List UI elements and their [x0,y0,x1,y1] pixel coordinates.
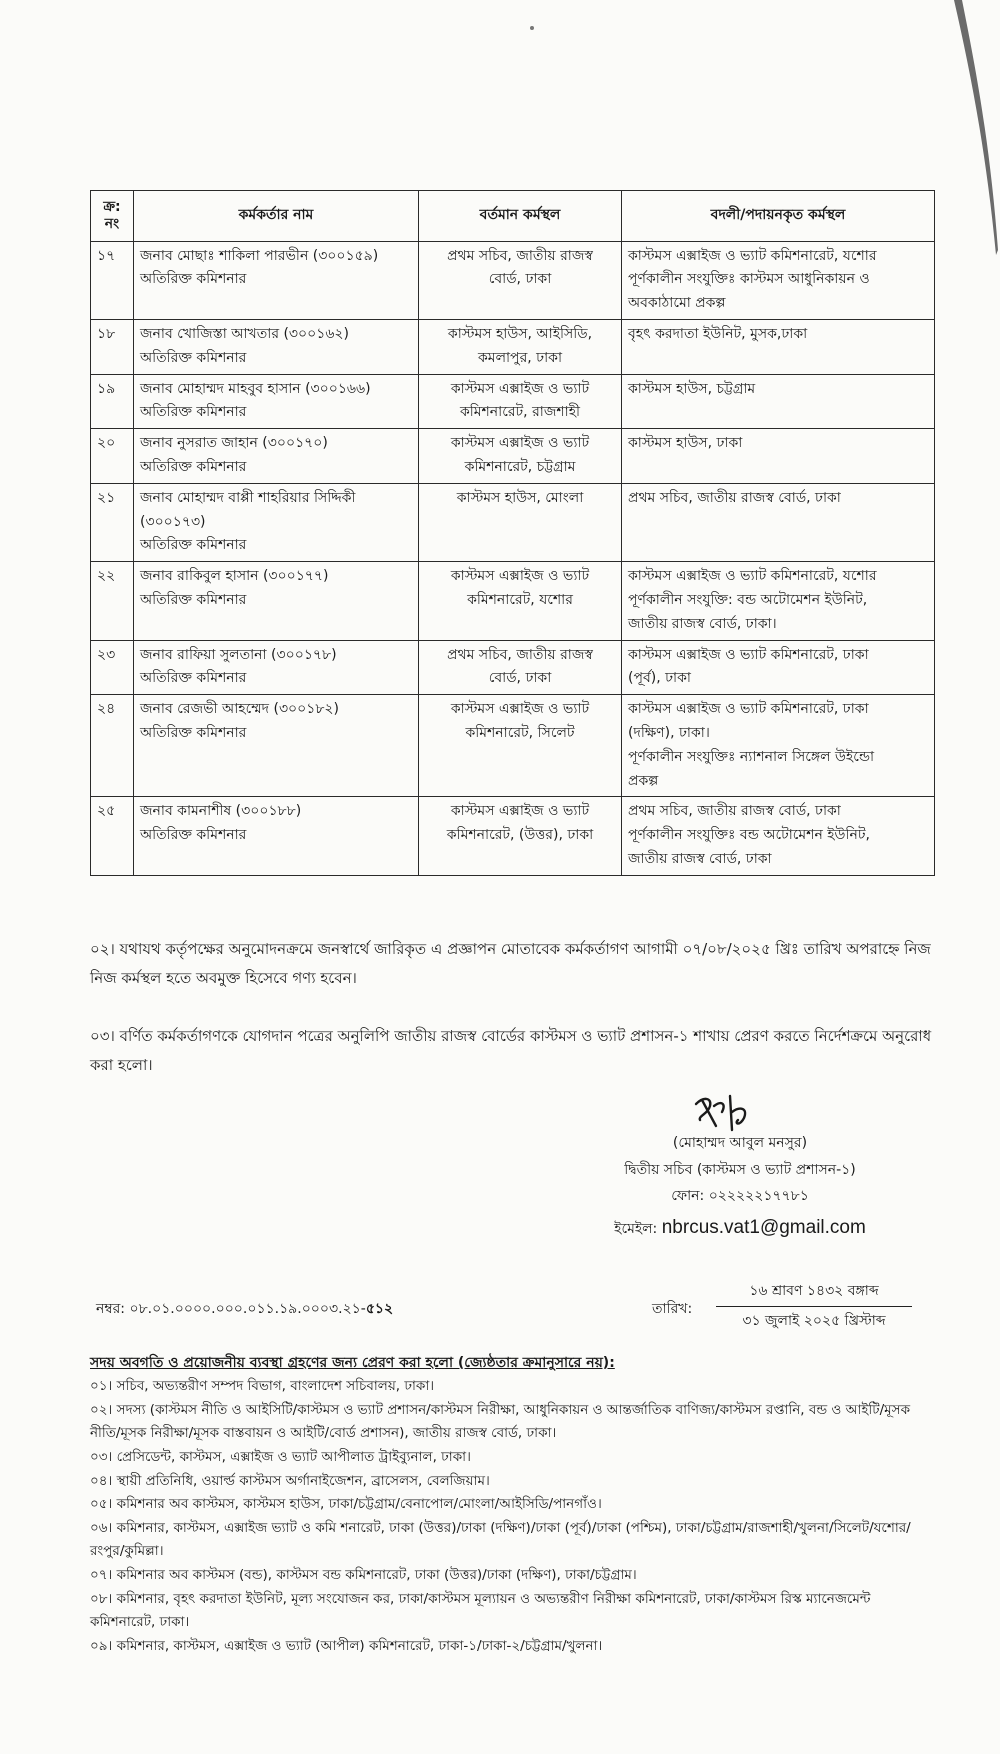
distribution-item: ০১। সচিব, অভ্যন্তরীণ সম্পদ বিভাগ, বাংলাদেশ সচিবালয়, ঢাকা। [90,1378,435,1394]
table-row [91,241,935,319]
distribution-item: ০৮। কমিশনার, বৃহৎ করদাতা ইউনিট, মূল্য সংযোজন কর, ঢাকা/কাস্টমস মূল্যায়ন ও অভ্যন্তরীণ নিরীক্ষা কমিশনারেট, ঢাকা/কাস্টমস রিস্ক ম্যানেজমেন্ট কমিশনারেট, ঢাকা। [90,1590,871,1631]
cell-new-station: কাস্টমস এক্সাইজ ও ভ্যাট কমিশনারেট, ঢাকা (পূর্ব), ঢাকা [622,640,935,695]
distribution-list [90,1375,938,1659]
distribution-item: ০৫। কমিশনার অব কাস্টমস, কাস্টমস হাউস, ঢাকা/চট্টগ্রাম/বেনাপোল/মোংলা/আইসিডি/পানগাঁও। [90,1496,602,1513]
distribution-item: ০৪। স্থায়ী প্রতিনিধি, ওয়ার্ল্ড কাস্টমস অর্গানাইজেশন, ব্রাসেলস, বেলজিয়াম। [90,1472,490,1489]
signatory-name: (মোহাম্মদ আবুল মনসুর) [672,1135,808,1151]
date-gregorian: ৩১ জুলাই ২০২৫ খ্রিস্টাব্দ [742,1313,886,1330]
scan-speck [530,26,534,30]
cell-current-station: কাস্টমস এক্সাইজ ও ভ্যাট কমিশনারেট, যশোর [419,562,622,640]
distribution-heading: সদয় অবগতি ও প্রয়োজনীয় ব্যবস্থা গ্রহণের জন্য প্রেরণ করা হলো (জ্যেষ্ঠতার ক্রমানুসারে নয়): [90,1355,615,1371]
cell-serial: ২০ [91,429,134,484]
table-row [91,319,935,374]
paragraph-03: ০৩। বর্ণিত কর্মকর্তাগণকে যোগদান পত্রের অনুলিপি জাতীয় রাজস্ব বোর্ডের কাস্টমস ও ভ্যাট প্রশাসন-১ শাখায় প্রেরণ করতে নির্দেশক্রমে অনুরোধ করা হলো। [90,1027,932,1075]
cell-current-station: কাস্টমস হাউস, মোংলা [419,483,622,561]
cell-new-station: কাস্টমস হাউস, ঢাকা [622,429,935,484]
cell-officer-name: জনাব নুসরাত জাহান (৩০০১৭০) অতিরিক্ত কমিশনার [134,429,419,484]
header-new-station: বদলী/পদায়নকৃত কর্মস্থল [622,191,935,242]
cell-serial: ২৪ [91,695,134,797]
date-bangla: ১৬ শ্রাবণ ১৪৩২ বঙ্গাব্দ [716,1279,912,1307]
page-edge-shadow [952,0,1000,260]
cell-new-station: প্রথম সচিব, জাতীয় রাজস্ব বোর্ড, ঢাকা [622,483,935,561]
header-officer-name: কর্মকর্তার নাম [134,191,419,242]
header-serial: ক্র: নং [91,191,134,242]
cell-new-station: বৃহৎ করদাতা ইউনিট, মুসক,ঢাকা [622,319,935,374]
cell-current-station: প্রথম সচিব, জাতীয় রাজস্ব বোর্ড, ঢাকা [419,241,622,319]
header-current-station: বর্তমান কর্মস্থল [419,191,622,242]
cell-new-station: কাস্টমস হাউস, চট্টগ্রাম [622,374,935,429]
distribution-item: ০৬। কমিশনার, কাস্টমস, এক্সাইজ ভ্যাট ও কমি শনারেট, ঢাকা (উত্তর)/ঢাকা (দক্ষিণ)/ঢাকা (পূর্ব)/ঢাকা (পশ্চিম), ঢাকা/চট্টগ্রাম/রাজশাহী/খুলনা/সিলেট/যশোর/রংপুর/কুমিল্লা। [90,1519,911,1560]
signatory-phone: ফোন: ০২২২২২১৭৭৮১ [671,1188,809,1205]
signatory-block [580,1130,900,1246]
cell-serial: ২২ [91,562,134,640]
table-row [91,640,935,695]
cell-new-station: প্রথম সচিব, জাতীয় রাজস্ব বোর্ড, ঢাকা পূর্ণকালীন সংযুক্তিঃ বন্ড অটোমেশন ইউনিট, জাতীয় রাজস্ব বোর্ড, ঢাকা [622,797,935,875]
cell-serial: ১৭ [91,241,134,319]
cell-officer-name: জনাব কামনাশীষ (৩০০১৮৮) অতিরিক্ত কমিশনার [134,797,419,875]
cell-serial: ২৫ [91,797,134,875]
memo-number: নম্বর: ০৮.০১.০০০০.০০০.০১১.১৯.০০০৩.২১-৫১২ [96,1301,394,1317]
cell-officer-name: জনাব খোজিস্তা আখতার (৩০০১৬২) অতিরিক্ত কমিশনার [134,319,419,374]
table-row [91,695,935,797]
cell-officer-name: জনাব মোছাঃ শাকিলা পারভীন (৩০০১৫৯) অতিরিক্ত কমিশনার [134,241,419,319]
table-header-row [91,191,935,242]
cell-officer-name: জনাব রেজভী আহম্মেদ (৩০০১৮২) অতিরিক্ত কমিশনার [134,695,419,797]
distribution-item: ০২। সদস্য (কাস্টমস নীতি ও আইসিটি/কাস্টমস ও ভ্যাট প্রশাসন/কাস্টমস নিরীক্ষা, আধুনিকায়ন ও আন্তর্জাতিক বাণিজ্য/কাস্টমস রপ্তানি, বন্ড ও আইটি/মূসক নীতি/মূসক নিরীক্ষা/মূসক বাস্তবায়ন ও আইটি/বোর্ড প্রশাসন), জাতীয় রাজস্ব বোর্ড, ঢাকা। [90,1401,911,1442]
email-label: ইমেইল: [614,1220,658,1237]
email-address: nbrcus.vat1@gmail.com [661,1216,866,1238]
cell-serial: ১৯ [91,374,134,429]
cell-current-station: কাস্টমস এক্সাইজ ও ভ্যাট কমিশনারেট, সিলেট [419,695,622,797]
cell-new-station: কাস্টমস এক্সাইজ ও ভ্যাট কমিশনারেট, যশোর পূর্ণকালীন সংযুক্তিঃ কাস্টমস আধুনিকায়ন ও অবকাঠামো প্রকল্প [622,241,935,319]
date-label: তারিখ: [652,1301,693,1317]
cell-officer-name: জনাব রাফিয়া সুলতানা (৩০০১৭৮) অতিরিক্ত কমিশনার [134,640,419,695]
cell-officer-name: জনাব রাকিবুল হাসান (৩০০১৭৭) অতিরিক্ত কমিশনার [134,562,419,640]
cell-current-station: কাস্টমস হাউস, আইসিডি, কমলাপুর, ঢাকা [419,319,622,374]
paragraph-02: ০২। যথাযথ কর্তৃপক্ষের অনুমোদনক্রমে জনস্বার্থে জারিকৃত এ প্রজ্ঞাপন মোতাবেক কর্মকর্তাগণ আগামী ০৭/০৮/২০২৫ খ্রিঃ তারিখ অপরাহ্নে নিজ নিজ কর্মস্থল হতে অবমুক্ত হিসেবে গণ্য হবেন। [90,940,931,988]
cell-current-station: কাস্টমস এক্সাইজ ও ভ্যাট কমিশনারেট, রাজশাহী [419,374,622,429]
cell-current-station: কাস্টমস এক্সাইজ ও ভ্যাট কমিশনারেট, চট্টগ্রাম [419,429,622,484]
table-row [91,429,935,484]
transfer-table [90,190,935,876]
distribution-item: ০৭। কমিশনার অব কাস্টমস (বন্ড), কাস্টমস বন্ড কমিশনারেট, ঢাকা (উত্তর)/ঢাকা (দক্ষিণ), ঢাকা/চট্টগ্রাম। [90,1567,637,1583]
table-row [91,797,935,875]
cell-officer-name: জনাব মোহাম্মদ মাহবুব হাসান (৩০০১৬৬) অতিরিক্ত কমিশনার [134,374,419,429]
cell-serial: ২৩ [91,640,134,695]
signatory-designation: দ্বিতীয় সচিব (কাস্টমস ও ভ্যাট প্রশাসন-১) [624,1161,856,1178]
cell-serial: ১৮ [91,319,134,374]
distribution-item: ০৯। কমিশনার, কাস্টমস, এক্সাইজ ও ভ্যাট (আপীল) কমিশনারেট, ঢাকা-১/ঢাকা-২/চট্টগ্রাম/খুলনা। [90,1637,603,1654]
table-row [91,562,935,640]
table-row [91,374,935,429]
cell-current-station: প্রথম সচিব, জাতীয় রাজস্ব বোর্ড, ঢাকা [419,640,622,695]
cell-new-station: কাস্টমস এক্সাইজ ও ভ্যাট কমিশনারেট, ঢাকা (দক্ষিণ), ঢাকা। পূর্ণকালীন সংযুক্তিঃ ন্যাশনাল সিঙ্গেল উইন্ডো প্রকল্প [622,695,935,797]
cell-officer-name: জনাব মোহাম্মদ বাপ্পী শাহরিয়ার সিদ্দিকী (৩০০১৭৩) অতিরিক্ত কমিশনার [134,483,419,561]
table-row [91,483,935,561]
cell-current-station: কাস্টমস এক্সাইজ ও ভ্যাট কমিশনারেট, (উত্তর), ঢাকা [419,797,622,875]
cell-serial: ২১ [91,483,134,561]
cell-new-station: কাস্টমস এক্সাইজ ও ভ্যাট কমিশনারেট, যশোর পূর্ণকালীন সংযুক্তি: বন্ড অটোমেশন ইউনিট, জাতীয় রাজস্ব বোর্ড, ঢাকা। [622,562,935,640]
distribution-item: ০৩। প্রেসিডেন্ট, কাস্টমস, এক্সাইজ ও ভ্যাট আপীলাত ট্রাইব্যুনাল, ঢাকা। [90,1448,471,1465]
signatory-email-line [580,1210,900,1246]
signature-image [690,1090,760,1134]
